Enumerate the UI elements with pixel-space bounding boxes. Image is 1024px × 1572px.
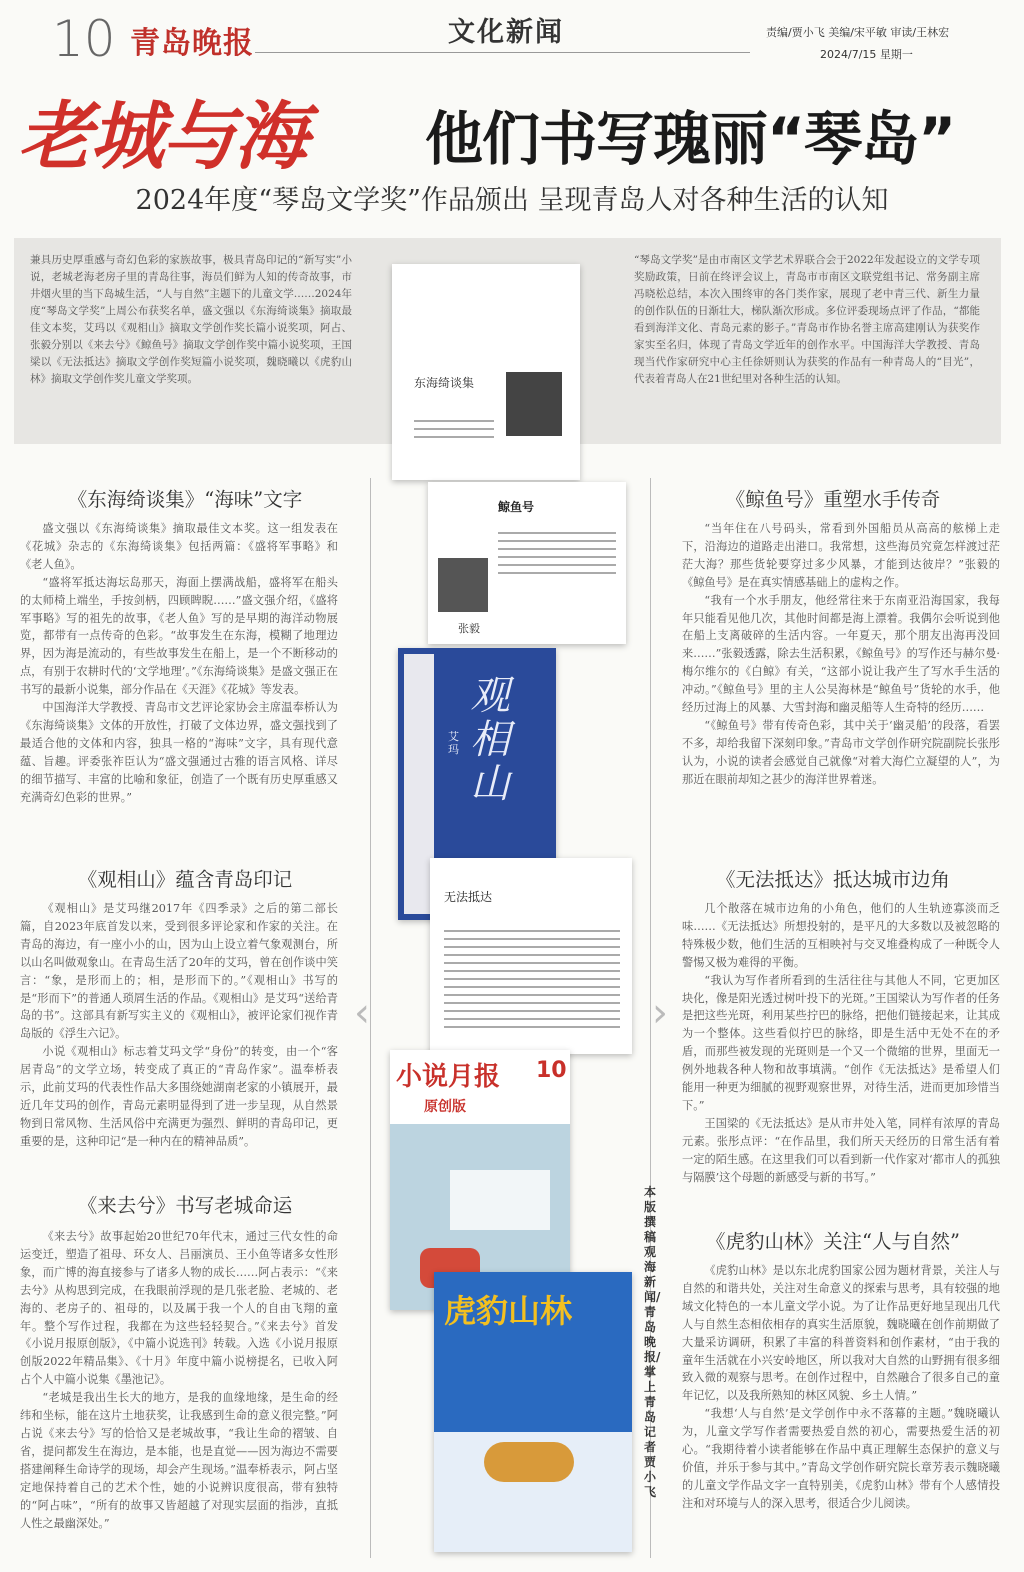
tiger-illustration [484,1442,574,1482]
article-paragraph: “《鲸鱼号》带有传奇色彩，其中关于‘幽灵船’的段落，看罢不多，却给我留下深刻印象。”青岛市文学创作研究院副院长张彤认为，小说的读者会感觉自己就像“对着大海伫立凝望的人”，为那近在眼前却知之甚少的海洋世界着迷。 [682,718,1000,786]
issue-date: 2024/7/15 星期一 [820,48,913,61]
book-wufa-title: 无法抵达 [444,890,493,904]
article-paragraph: 几个散落在城市边角的小角色，他们的人生轨迹寡淡而乏味……《无法抵达》所想投射的，是平凡的大多数以及被忽略的特殊极少数，他们生活的互相映衬与交叉堆叠构成了一种既令人警惕又极为难得的平衡。 [682,902,1000,969]
text-line [414,420,494,422]
article-body-laiqu [20,1228,338,1532]
article-body-jingyu [682,520,1000,789]
book-donghai [392,264,580,480]
book-hubao-title: 虎豹山林 [444,1292,573,1330]
header-rule [255,52,750,53]
article-title-wufa: 《无法抵达》抵达城市边角 [715,868,950,891]
author-photo [438,558,488,612]
text-line [444,970,620,972]
book-jingyu [428,482,626,644]
article-paragraph: “我有一个水手朋友，他经常往来于东南亚沿海国家，我每年只能看见他几次，其他时间都是海上漂着。我偶尔会听说到他在船上支离破碎的生活内容。一年夏天，那个朋友出海再没回来……”张毅透露，除去生活积累，《鲸鱼号》的写作还与赫尔曼·梅尔维尔的《白鲸》有关，“这部小说让我产生了写水手生活的冲动。”《鲸鱼号》里的主人公吴海林是“鲸鱼号”货轮的水手，他经历过海上的风暴、大雪封海和幽灵船等人生奇特的经历…… [682,593,1000,715]
column-divider-left [370,478,371,1558]
article-paragraph: “当年住在八号码头，常看到外国船员从高高的舷梯上走下，沿海边的道路走出港口。我常想，这些海员究竟怎样渡过茫茫大海？那些货轮要穿过多少风暴，才能到达彼岸？”张毅的《鲸鱼号》是在真实情感基础上的虚构之作。 [682,522,1000,589]
byline: 本版撰稿 观海新闻/青岛晚报/掌上青岛 记者 贾小飞 [644,1185,661,1499]
text-line [444,978,620,980]
text-line [414,436,494,438]
chevron-left-icon: ‹ [354,990,370,1036]
article-paragraph: 《观相山》是艾玛继2017年《四季录》之后的第二部长篇，自2023年底首发以来，受到很多评论家和作家的关注。在青岛的海边，有一座小小的山，因为山上设立着气象观测台，所以山名叫做观象山。在青岛生活了20年的艾玛，曾在创作谈中笑言：“象，是形而上的；相，是形而下的。”《观相山》书写的是“形而下”的普通人琐屑生活的作品。《观相山》是艾玛“送给青岛的书”。这部具有新写实主义的《观相山》，被评论家们视作青岛版的《浮生六记》。 [20,902,338,1041]
chevron-right-icon: › [652,990,668,1036]
magazine-cover [390,1050,570,1310]
article-body-hubao [682,1262,1000,1513]
article-paragraph: 盛文强以《东海绮谈集》摘取最佳文本奖。这一组发表在《花城》杂志的《东海绮谈集》包括两篇：《盛将军事略》和《老人鱼》。 [20,522,338,571]
text-line [414,428,494,430]
author-signature: 张毅 [458,622,480,635]
section-title: 文化新闻 [448,17,564,48]
article-paragraph: “我认为写作者所看到的生活往往与其他人不同，它更加区块化，像是阳光透过树叶投下的光斑。”王国梁认为写作者的任务是把这些光斑，利用某些拧巴的脉络，把他们链接起来，让其成为一个整体。这些看似拧巴的脉络，即是生活中无处不在的矛盾，而那些被发现的光斑则是一个又一个微缩的世界，里面无一例外地栽各种人物和故事填满。“创作《无法抵达》是希望人们能用一种更为细腻的视野观察世界，对待生活，进而更加珍惜当下。” [682,973,1000,1112]
book-jingyu-title: 鲸鱼号 [498,500,535,514]
newspaper-logo: 青岛晚报 [130,26,254,61]
page-number: 10 [52,10,116,68]
intro-left-text: 兼具历史厚重感与奇幻色彩的家族故事，极具青岛印记的“新写实”小说，老城老海老房子里的青岛往事，海员们鲜为人知的传奇故事，市井烟火里的当下岛城生活，“人与自然”主题下的儿童文学……2024年度“琴岛文学奖”上周公布获奖名单，盛文强以《东海绮谈集》摘取最佳文本奖，艾玛以《观相山》摘取文学创作奖长篇小说奖项，阿占、张毅分别以《来去兮》《鲸鱼号》摘取文学创作奖中篇小说奖项，王国梁以《无法抵达》摘取文学创作奖短篇小说奖项，魏晓曦以《虎豹山林》摘取文学创作奖儿童文学奖项。 [30,254,352,385]
book-wufa [430,858,632,1054]
book-guanxiang-title: 观相山 [470,673,510,807]
article-title-jingyu: 《鲸鱼号》重塑水手传奇 [725,488,941,511]
editor-credits: 责编/贾小飞 美编/宋平敏 审读/王林宏 [766,26,950,39]
article-paragraph: 《来去兮》故事起始20世纪70年代末，通过三代女性的命运变迁，塑造了祖母、环女人、吕丽演员、王小鱼等诸多女性形象，而广博的海直接参与了诸多人物的成长……阿占表示：“《来去兮》从构思到完成，在我眼前浮现的是几张老脸、老城的、老海的、老房子的、祖母的，以及属于我一个人的自由飞翔的童年。整个写作过程，我都在为这些轻轻契合。”《来去兮》首发《小说月报原创版》，《中篇小说选刊》转载。入选《小说月报原创版2022年精品集》、《十月》年度中篇小说榜提名，已收入阿占个人中篇小说集《墨池记》。 [20,1230,338,1387]
article-paragraph: 小说《观相山》标志着艾玛文学“身份”的转变，由一个“客居青岛”的文学立场，转变成了真正的“青岛作家”。温奉桥表示，此前艾玛的代表性作品大多围绕她湖南老家的小镇展开，最近几年艾玛的创作，青岛元素明显得到了进一步呈现，从自然景物到日常风物、生活风俗中充满更为强烈、鲜明的青岛印记，更重要的是，这种印记“是一种内在的精神品质”。 [20,1045,338,1148]
book-hubao-cover [434,1272,632,1552]
text-line [444,962,620,964]
article-paragraph: 王国梁的《无法抵达》是从市井处入笔，同样有浓厚的青岛元素。张彤点评：“在作品里，我们所天天经历的日常生活有着一定的陌生感。在这里我们可以看到新一代作家对‘都市人的孤独与隔膜’这个母题的新感受与新的书写。” [682,1116,1000,1184]
headline-main: 他们书写瑰丽“琴岛” [425,105,956,173]
magazine-subtitle: 原创版 [424,1099,466,1115]
magazine-title: 小说月报 [396,1062,501,1092]
article-title-guanxiang: 《观相山》蕴含青岛印记 [77,868,293,891]
text-line [444,938,620,940]
magazine-issue: 10 [536,1058,567,1083]
author-photo [506,372,562,436]
article-body-donghai [20,520,338,807]
text-line [444,994,620,996]
text-line [498,564,616,566]
text-line [444,930,620,932]
article-body-wufa [682,900,1000,1187]
article-paragraph: 中国海洋大学教授、青岛市文艺评论家协会主席温奉桥认为《东海绮谈集》文体的开放性，打破了文体边界，盛文强找到了最适合他的文体和内容，独具一格的“海味”文字，具有现代意蕴、旨趣。评委张祚臣认为“盛文强通过古雅的语言风格、详尽的细节描写、丰富的比喻和象征，创造了一个既有历史厚重感又充满奇幻色彩的世界。” [20,701,338,804]
article-title-hubao: 《虎豹山林》关注“人与自然” [706,1230,960,1253]
article-paragraph: “盛将军抵达海坛岛那天，海面上摆满战船，盛将军在船头的太师椅上端坐，手按剑柄，四顾睥睨……”盛文强介绍，《盛将军事略》写的祖先的故事，《老人鱼》写的是早期的海洋动物展览，都带有一点传奇的色彩。“故事发生在东海，模糊了地理边界，因为海是流动的，有些故事发生在船上，是一个不断移动的点，有别于农耕时代的‘文学地理’。”《东海绮谈集》是盛文强正在书写的最新小说集，部分作品在《天涯》《花城》等发表。 [20,575,338,697]
article-title-laiqu: 《来去兮》书写老城命运 [77,1194,293,1217]
article-body-guanxiang [20,900,338,1151]
article-paragraph: “老城是我出生长大的地方，是我的血缘地缘，是生命的经纬和坐标，能在这片土地获奖，让我感到生命的意义很完整。”阿占说《来去兮》写的恰恰又是老城故事，“我让生命的褶皱、自省，提问都发生在海边，是本能，也是直觉——因为海边不需要搭建阐释生命诗学的现场，却会产生现场。”温奉桥表示，阿占坚定地保持着自己的艺术个性，她的小说辨识度很高，带有独特的“阿占味”，“所有的故事又皆超越了对现实层面的指涉，直抵人性之最幽深处。” [20,1391,338,1530]
text-line [498,572,616,574]
text-line [444,946,620,948]
text-line [444,1002,620,1004]
text-line [444,1018,620,1020]
text-line [444,986,620,988]
intro-right-text: “琴岛文学奖”是由市南区文学艺术界联合会于2022年发起设立的文学专项奖励政策，日前在终评会议上，青岛市市南区文联党组书记、常务副主席冯晓松总结，本次入围终审的各门类作家，展现了老中青三代、新生力量的创作队伍的日渐壮大，梯队渐次形成。多位评委现场点评了作品，“都能看到海洋文化、青岛元素的影子。”青岛市作协名誉主席高建刚认为获奖作家实至名归，体现了青岛文学近年的创作水平。中国海洋大学教授、青岛现当代作家研究中心主任徐妍则认为获奖的作品有一种青岛人的“目光”，代表着青岛人在21世纪里对各种生活的认知。 [634,254,980,385]
magazine-illustration [450,1170,550,1230]
text-line [498,532,616,534]
book-donghai-title: 东海绮谈集 [414,376,475,390]
subheadline: 2024年度“琴岛文学奖”作品颁出 呈现青岛人对各种生活的认知 [135,185,889,216]
text-line [498,556,616,558]
headline-calligraphy: 老城与海 [18,94,306,180]
text-line [498,540,616,542]
article-paragraph: “我想‘人与自然’是文学创作中永不落幕的主题。”魏晓曦认为，儿童文学写作者需要热爱自然的初心，需要热爱生活的初心。“我期待着小读者能够在作品中真正理解生态保护的意义与价值，并乐于参与其中。”青岛文学创作研究院长章芳表示魏晓曦的儿童文学作品文字一直特别美，《虎豹山林》带有个人感情投注和对环境与人的深入思考，很适合少儿阅读。 [682,1407,1000,1510]
article-paragraph: 《虎豹山林》是以东北虎豹国家公园为题材背景，关注人与自然的和谐共处，关注对生命意义的探索与思考，具有较强的地域文化特色的一本儿童文学小说。为了让作品更好地呈现出几代人与自然生态相依相存的真实生活原貌，魏晓曦在创作前期做了大量采访调研，积累了丰富的科普资料和创作素材，“由于我的童年生活就在小兴安岭地区，所以我对大自然的山野拥有很多细致入微的观察与思考。在创作过程中，自然融合了很多自己的童年记忆，以及我所熟知的林区风貌、乡土人情。” [682,1264,1000,1403]
text-line [444,954,620,956]
text-line [498,548,616,550]
text-line [444,1026,620,1028]
text-line [444,1010,620,1012]
book-guanxiang-author: 艾玛 [448,730,459,756]
article-title-donghai: 《东海绮谈集》“海味”文字 [67,488,303,511]
